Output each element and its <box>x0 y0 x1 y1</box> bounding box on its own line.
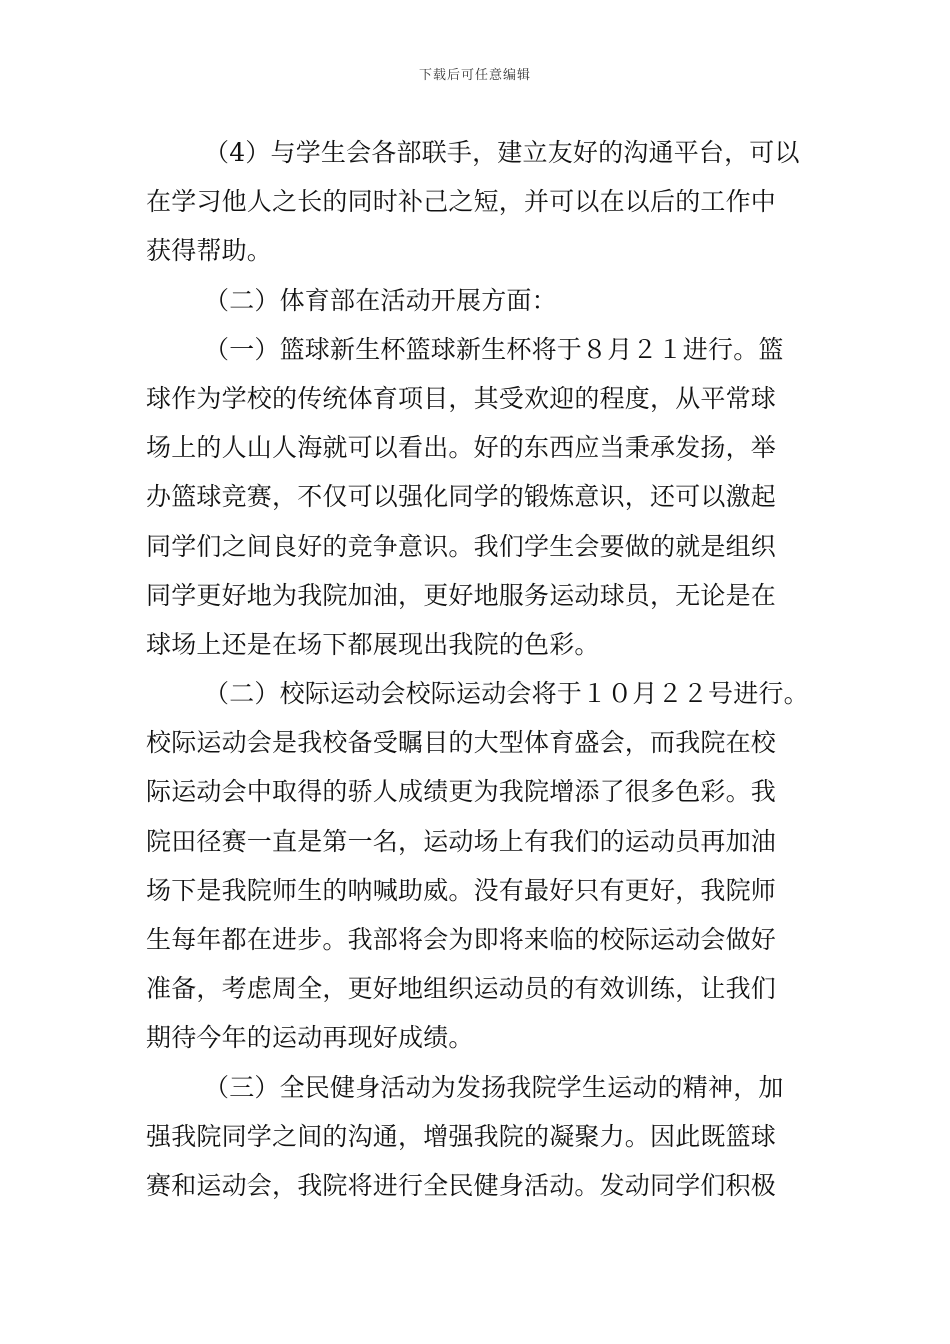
text-line: 场上的人山人海就可以看出。好的东西应当秉承发扬，举 <box>146 433 777 463</box>
page-header: 下载后可任意编辑 <box>418 68 531 83</box>
text-line: （4）与学生会各部联手，建立友好的沟通平台，可以 <box>204 138 800 167</box>
text-line: （一）篮球新生杯篮球新生杯将于８月２１进行。篮 <box>204 334 784 364</box>
text-line: 场下是我院师生的呐喊助威。没有最好只有更好，我院师 <box>146 875 777 905</box>
text-line: 强我院同学之间的沟通，增强我院的凝聚力。因此既篮球 <box>146 1121 777 1151</box>
text-line: （三）全民健身活动为发扬我院学生运动的精神，加 <box>204 1072 784 1102</box>
text-line: 在学习他人之长的同时补己之短，并可以在以后的工作中 <box>146 187 777 217</box>
text-line: 办篮球竞赛，不仅可以强化同学的锻炼意识，还可以激起 <box>146 482 777 512</box>
text-line: 校际运动会是我校备受瞩目的大型体育盛会，而我院在校 <box>146 728 777 758</box>
text-line: 球作为学校的传统体育项目，其受欢迎的程度，从平常球 <box>146 383 777 413</box>
text-line: （二）校际运动会校际运动会将于１０月２２号进行。 <box>204 679 809 709</box>
text-line: 期待今年的运动再现好成绩。 <box>146 1023 474 1053</box>
text-line: 际运动会中取得的骄人成绩更为我院增添了很多色彩。我 <box>146 777 777 807</box>
text-line: 同学们之间良好的竞争意识。我们学生会要做的就是组织 <box>146 531 777 561</box>
text-line: 球场上还是在场下都展现出我院的色彩。 <box>146 629 600 659</box>
text-line: 赛和运动会，我院将进行全民健身活动。发动同学们积极 <box>146 1170 777 1200</box>
document-body <box>146 128 812 1210</box>
text-line: 同学更好地为我院加油，更好地服务运动球员，无论是在 <box>146 580 777 610</box>
text-line: 生每年都在进步。我部将会为即将来临的校际运动会做好 <box>146 925 777 954</box>
text-line: 获得帮助。 <box>146 236 273 266</box>
text-line: 院田径赛一直是第一名，运动场上有我们的运动员再加油 <box>146 826 777 856</box>
text-line: 准备，考虑周全，更好地组织运动员的有效训练，让我们 <box>146 974 777 1004</box>
text-line: （二）体育部在活动开展方面： <box>204 285 557 315</box>
